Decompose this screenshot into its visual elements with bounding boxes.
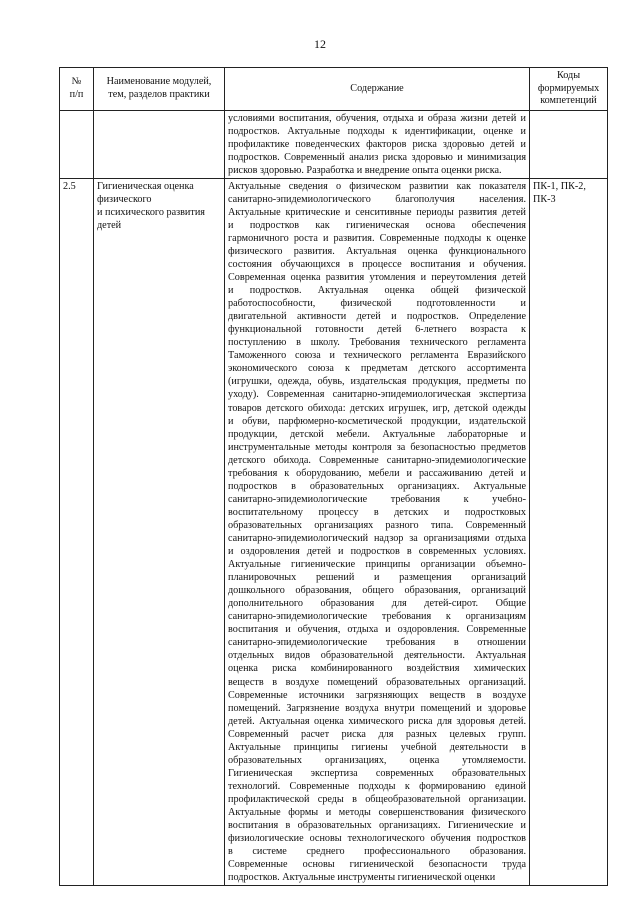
content-line: детей. Актуальная оценка химического риска для здоровья детей. <box>228 715 526 727</box>
content-line: Актуальные критические и сенситивные периоды развития детей <box>228 206 526 218</box>
page-number: 12 <box>314 37 326 51</box>
content-line: состояния обучающихся в процессе воспитания и обучения. <box>228 259 526 271</box>
content-line: профилактике поведенческих факторов риска здоровью детей и <box>228 138 526 150</box>
content-line: образовательных организациях, оценка утомляемости. <box>228 754 526 766</box>
content-line: Актуальные принципы гигиены учебной деятельности в <box>228 741 526 753</box>
content-line: уходу). Современная санитарно-эпидемиологическая экспертиза <box>228 389 526 401</box>
content-line: гармоничного роста и развития. Современные подходы к оценке <box>228 232 526 244</box>
content-line: условиями воспитания, обучения, отдыха и образа жизни детей и <box>228 112 526 124</box>
table-row-2-5 <box>60 178 608 886</box>
content-line: дошкольного образования, общего образования, организаций <box>228 585 526 597</box>
content-line: работоспособности, физической подготовленности и <box>228 298 526 310</box>
content-line: функциональной готовности детей 6-летнего возраста к <box>228 324 526 336</box>
content-line: Современная оценка развития утомления и переутомления детей <box>228 272 526 284</box>
content-line: (игрушки, одежда, обувь, издательская продукция, предметы по <box>228 376 526 388</box>
content-line: воспитания и обучения, отдыха и оздоровления. Современные <box>228 624 526 636</box>
content-line: Актуальные сведения о физическом развитии как показателя <box>228 180 526 192</box>
table-header-row <box>60 68 608 111</box>
content-line: образовательных организациях разного типа. Современный <box>228 519 526 531</box>
content-line: санитарно-эпидемиологического благополучия населения. <box>228 193 526 205</box>
content-line: подростков. Современный анализ риска здоровью и минимизация <box>228 151 526 163</box>
row-content-cell <box>225 178 530 886</box>
content-line: товаров детского обихода: детских игрушек, игр, детской одежды <box>228 402 526 414</box>
content-line: санитарно-эпидемиологические требования к организациям <box>228 611 526 623</box>
row-number-cell <box>60 110 94 178</box>
content-line: и подростков. Актуальная оценка общей физической <box>228 285 526 297</box>
content-line: и подростков как гигиеническая основа обеспечения <box>228 219 526 231</box>
row-name-cell: Гигиеническая оценка физического и психического развития детей <box>94 178 225 886</box>
header-competence-codes: Коды формируемых компетенций <box>530 68 608 111</box>
content-line: отдельных видов образовательной деятельности. Актуальная <box>228 650 526 662</box>
content-line: оценка риска комбинированного воздействия химических <box>228 663 526 675</box>
row-codes-cell <box>530 110 608 178</box>
content-line: требования к оборудованию, мебели и рассаживанию детей и <box>228 467 526 479</box>
content-line: и обуви, парфюмерно-косметической продукции, издательской <box>228 415 526 427</box>
content-line: помещений. Загрязнение воздуха внутри помещений и здоровье <box>228 702 526 714</box>
content-line: Гигиеническая экспертиза современных образовательных <box>228 767 526 779</box>
content-line: планировочных решений и размещения организаций <box>228 572 526 584</box>
header-number: № п/п <box>60 68 94 111</box>
content-line: подростков. Актуальные инструменты гигиенической оценки <box>228 872 496 884</box>
row-content-cell <box>225 110 530 178</box>
content-line: веществ в воздухе помещений образовательных организаций. <box>228 676 526 688</box>
content-line: воспитания в образовательных организациях. Гигиенические и <box>228 820 526 832</box>
content-line: санитарно-эпидемиологический надзор за организациями отдыха <box>228 533 526 544</box>
row-name-cell <box>94 110 225 178</box>
header-content: Содержание <box>225 68 530 111</box>
content-line: в системе среднего профессионального образования. <box>228 846 526 858</box>
content-line: Современный расчет риска для разных целевых групп. <box>228 728 526 740</box>
content-line: Современные основы гигиенической безопасности труда <box>228 859 526 871</box>
content-line: санитарно-эпидемиологические требования в отношении <box>228 637 526 649</box>
content-line: санитарно-эпидемиологические требования к учебно- <box>228 493 526 505</box>
practice-content-table <box>59 67 608 886</box>
content-line: подростков в образовательных организациях. Актуальные <box>228 480 526 492</box>
content-line: экономического союза к предметам детского ассортимента <box>228 363 526 375</box>
content-line: инструментальные методы контроля за безопасностью предметов <box>228 441 526 453</box>
content-line: профилактической среды в общеобразовательной организации. <box>228 793 526 805</box>
row-number-cell: 2.5 <box>60 178 94 886</box>
content-line: двигательной активности детей и подростков. Определение <box>228 311 526 323</box>
header-module-name: Наименование модулей, тем, разделов практики <box>94 68 225 111</box>
content-line: детского обихода. Современные санитарно-эпидемиологические <box>228 454 526 466</box>
content-line: продукции, детской мебели. Актуальные лабораторные и <box>228 428 526 440</box>
content-line: Таможенного союза и технического регламента Евразийского <box>228 350 526 362</box>
content-line: дополнительного образования для детей-сирот. Общие <box>228 598 526 610</box>
table-row-continuation <box>60 110 608 178</box>
content-line: Актуальные гигиенические принципы организации объемно- <box>228 559 526 571</box>
content-line: поступлению в школу. Требования технического регламента <box>228 337 526 349</box>
content-line: физиологические основы технологического обучения подростков <box>228 833 526 845</box>
content-line: подростков. Актуальные подходы к идентификации, оценке и <box>228 125 526 137</box>
content-line: физического развития. Актуальная оценка функционального <box>228 245 526 257</box>
row-codes-cell: ПК-1, ПК-2, ПК-3 <box>530 178 608 886</box>
content-line: Актуальные формы и методы совершенствования физического <box>228 806 526 818</box>
content-line: Современные источники загрязняющих веществ в воздухе <box>228 689 526 701</box>
content-line: воспитательному процессу в детских и подростковых <box>228 506 526 518</box>
content-line: рисков здоровью. Разработка и внедрение опыта оценки риска. <box>228 164 502 176</box>
content-line: и оздоровления детей и подростков в современных условиях. <box>228 546 526 558</box>
content-line: технологий. Современные подходы к формированию единой <box>228 780 526 792</box>
